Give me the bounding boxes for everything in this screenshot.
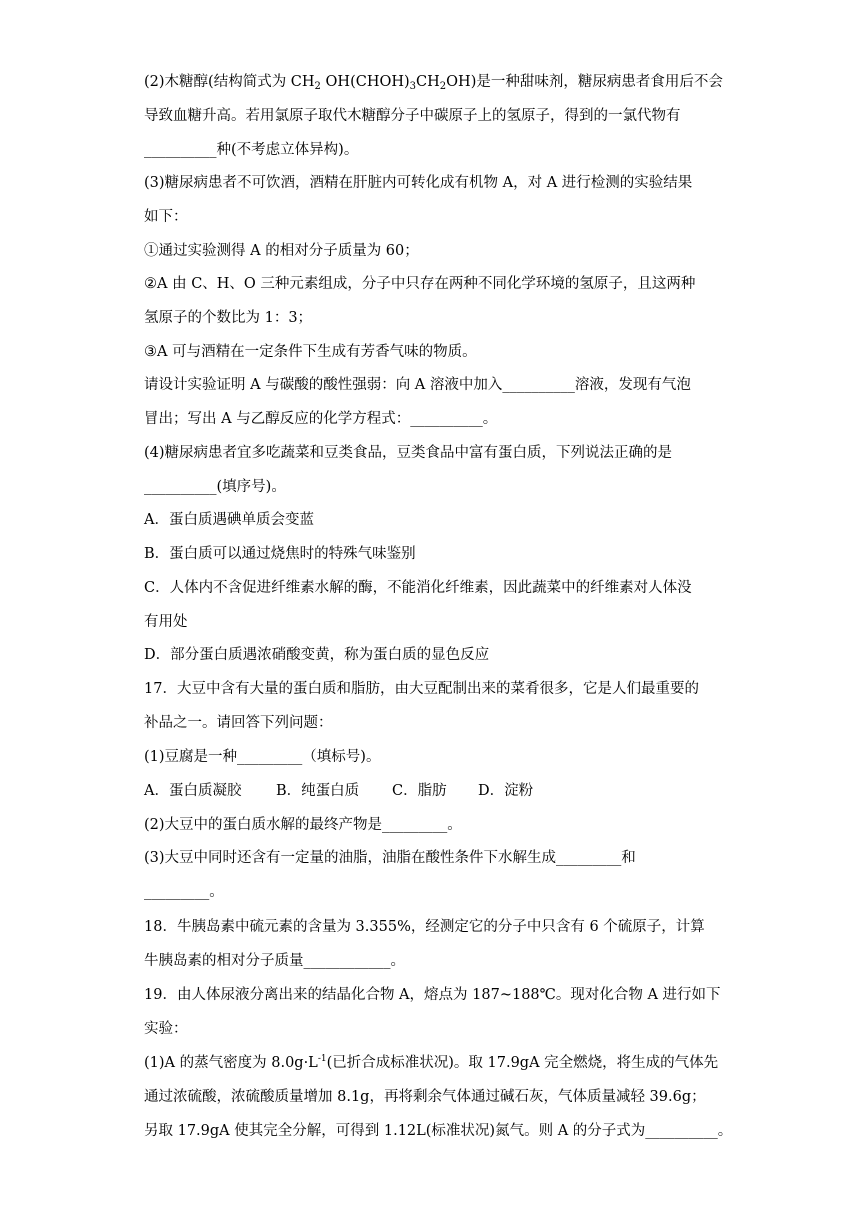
q19-part1-line1: (1)A 的蒸气密度为 $8.0g\cdot L^{-1}$(已折合成标准状况)。取 17.9gA 完全燃烧，将生成的气体先 — [144, 1054, 719, 1071]
q17-option-d: D．淀粉 — [478, 783, 534, 799]
q17-stem-line1: 17．大豆中含有大量的蛋白质和脂肪，由大豆配制出来的菜肴很多，它是人们最重要的 — [144, 681, 699, 697]
q17-part2: (2)大豆中的蛋白质水解的最终产物是_________。 — [144, 817, 462, 833]
q16-part4-line2: __________(填序号)。 — [144, 479, 286, 495]
q16-part4-option-a: A．蛋白质遇碘单质会变蓝 — [144, 512, 314, 528]
q17-option-b: B．纯蛋白质 — [276, 783, 360, 799]
q16-part2-line2: 导致血糖升高。若用氯原子取代木糖醇分子中碳原子上的氢原子，得到的一氯代物有 — [144, 108, 681, 124]
q16-part3-item3: ③A 可与酒精在一定条件下生成有芳香气味的物质。 — [144, 344, 477, 360]
q19-stem-line1: 19．由人体尿液分离出来的结晶化合物 A，熔点为 187~188℃。现对化合物 A 进行如下 — [144, 987, 721, 1003]
q16-part4-option-c-line1: C．人体内不含促进纤维素水解的酶，不能消化纤维素，因此蔬菜中的纤维素对人体没 — [144, 580, 692, 596]
q16-part2-line3: __________种(不考虑立体异构)。 — [144, 142, 359, 158]
q17-part3-line1: (3)大豆中同时还含有一定量的油脂，油脂在酸性条件下水解生成_________和 — [144, 850, 636, 866]
q17-part3-line2: _________。 — [144, 884, 224, 900]
q18-line1: 18．牛胰岛素中硫元素的含量为 3.355%，经测定它的分子中只含有 6 个硫原子，计算 — [144, 919, 705, 935]
q16-part3-line1: (3)糖尿病患者不可饮酒，酒精在肝脏内可转化成有机物 A，对 A 进行检测的实验结果 — [144, 175, 693, 191]
q16-part3-line2: 如下： — [144, 209, 188, 225]
q17-option-c: C．脂肪 — [392, 783, 447, 799]
q16-part4-line1: (4)糖尿病患者宜多吃蔬菜和豆类食品，豆类食品中富有蛋白质，下列说法正确的是 — [144, 445, 673, 461]
q16-part3-question-line1: 请设计实验证明 A 与碳酸的酸性强弱：向 A 溶液中加入__________溶液，发现有气泡 — [144, 377, 691, 393]
q17-option-a: A．蛋白质凝胶 — [144, 783, 242, 799]
q18-line2: 牛胰岛素的相对分子质量____________。 — [144, 953, 405, 969]
q19-stem-line2: 实验： — [144, 1021, 188, 1037]
q16-part4-option-b: B．蛋白质可以通过烧焦时的特殊气味鉴别 — [144, 546, 416, 562]
q19-part1-line2: 通过浓硫酸，浓硫酸质量增加 8.1g，再将剩余气体通过碱石灰，气体质量减轻 39.6g； — [144, 1089, 706, 1105]
q16-part3-item2-line1: ②A 由 C、H、O 三种元素组成，分子中只存在两种不同化学环境的氢原子，且这两种 — [144, 276, 696, 292]
q17-options — [144, 781, 724, 801]
q16-part3-item1: ①通过实验测得 A 的相对分子质量为 60； — [144, 243, 419, 259]
q16-part3-question-line2: 冒出；写出 A 与乙醇反应的化学方程式：__________。 — [144, 411, 498, 427]
q19-part1-line3: 另取 17.9gA 使其完全分解，可得到 1.12L(标准状况)氮气。则 A 的分子式为__________。 — [144, 1123, 733, 1139]
q17-stem-line2: 补品之一。请回答下列问题： — [144, 715, 333, 731]
q16-part4-option-d: D．部分蛋白质遇浓硝酸变黄，称为蛋白质的显色反应 — [144, 647, 490, 663]
q16-part2-line1: (2)木糖醇(结构简式为 $CH_2$ $OH(CHOH)_3CH_2OH$)是一种甜味剂，糖尿病患者食用后不会 — [144, 74, 723, 92]
q16-part4-option-c-line2: 有用处 — [144, 614, 188, 630]
q17-part1: (1)豆腐是一种_________（填标号)。 — [144, 749, 381, 765]
q16-part3-item2-line2: 氢原子的个数比为 1：3； — [144, 310, 313, 326]
